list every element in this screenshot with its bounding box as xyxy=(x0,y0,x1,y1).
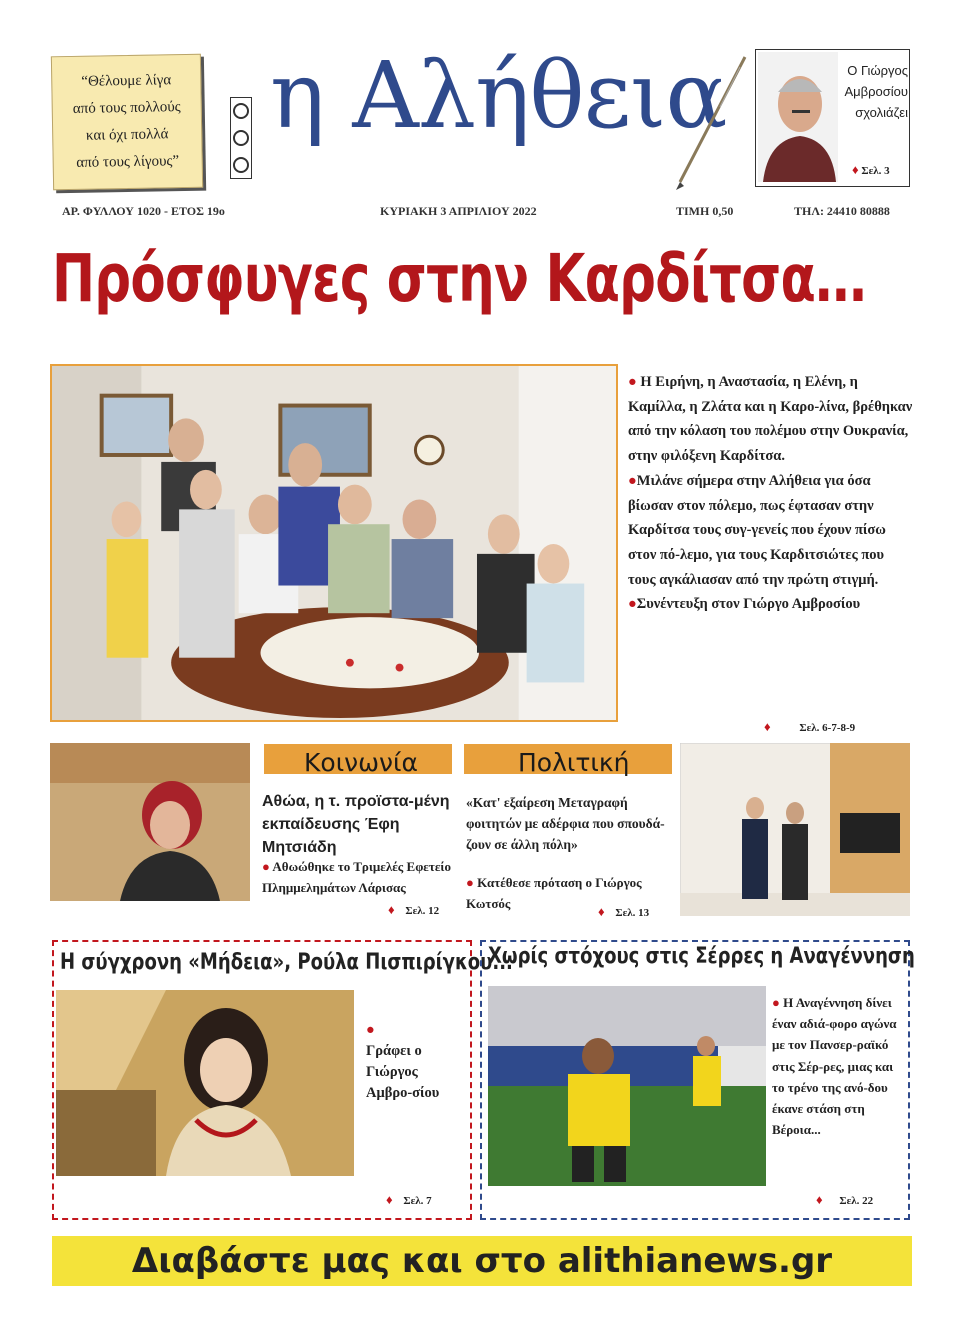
medea-painting[interactable] xyxy=(56,990,354,1176)
quill-icon xyxy=(660,52,750,192)
politics-summary: Κατέθεσε πρόταση ο Γιώργος Κωτσός xyxy=(466,875,642,911)
bullet-icon: ● xyxy=(262,859,273,874)
page-ref-label: Σελ. 12 xyxy=(405,905,440,917)
page-ref-label: Σελ. 3 xyxy=(861,165,890,177)
sport-headline[interactable]: Χωρίς στόχους στις Σέρρες η Αναγέννηση xyxy=(488,944,915,969)
motto-line: από τους πολλούς xyxy=(72,99,181,117)
website-banner-text[interactable]: Διαβάστε μας και στο alithianews.gr xyxy=(131,1241,833,1281)
bullet-icon: ● xyxy=(366,1022,375,1038)
politics-headline[interactable]: «Κατ' εξαίρεση Μεταγραφή φοιτητών με αδέρφια που σπουδά-ζουν σε άλλη πόλη» xyxy=(466,795,665,852)
main-story-para: Μιλάνε σήμερα στην Αλήθεια για όσα βίωσαν στον πόλεμο, πως έφτασαν στην Καρδίτσα τους συγ-γενείς που έχουν πίσω στον πό-λεμο, για τους Καρδιτσιώτες που τους αγκάλιασαν από την πρώτη στιγμή. xyxy=(628,472,886,588)
certification-logos xyxy=(230,97,252,179)
motto-box xyxy=(51,54,203,191)
page-ref[interactable] xyxy=(386,1192,432,1208)
page-ref-label: Σελ. 13 xyxy=(615,907,650,919)
sport-text xyxy=(772,992,902,1140)
seal-icon xyxy=(233,130,249,146)
diamond-icon: ♦ xyxy=(386,1192,393,1207)
author-name-line: Ο Γιώργος xyxy=(847,63,908,78)
section-label-society[interactable]: Κοινωνία xyxy=(304,748,418,777)
diamond-icon: ♦ xyxy=(816,1192,823,1207)
motto-line: από τους λίγους” xyxy=(76,153,180,171)
bullet-icon: ● xyxy=(628,472,637,489)
website-banner[interactable] xyxy=(52,1236,912,1286)
politics-photo[interactable] xyxy=(680,743,910,916)
masthead-title[interactable]: η Αλήθεια xyxy=(270,42,727,149)
issue-price: ΤΙΜΗ 0,50 xyxy=(676,204,734,218)
bullet-icon: ● xyxy=(628,596,637,613)
diamond-icon: ♦ xyxy=(598,904,605,919)
author-name-line: Αμβροσίου xyxy=(844,84,908,99)
motto-line: “Θέλουμε λίγα xyxy=(81,72,172,90)
page-ref[interactable] xyxy=(852,162,890,178)
society-photo[interactable] xyxy=(50,743,250,901)
society-headline[interactable]: Αθώα, η τ. προϊστα-μένη εκπαίδευσης Έφη Μητσιάδη xyxy=(262,793,450,856)
phone-number: ΤΗΛ: 24410 80888 xyxy=(794,204,890,218)
society-summary: Αθωώθηκε το Τριμελές Εφετείο Πλημμελημάτων Λάρισας xyxy=(262,859,451,895)
bullet-icon: ● xyxy=(772,995,784,1010)
seal-icon xyxy=(233,103,249,119)
author-name-line: σχολιάζει xyxy=(855,105,908,120)
main-story-para: Συνέντευξη στον Γιώργο Αμβροσίου xyxy=(636,596,861,613)
author-photo xyxy=(758,52,838,182)
diamond-icon: ♦ xyxy=(852,162,859,177)
issue-number: ΑΡ. ΦΥΛΛΟΥ 1020 - ΕΤΟΣ 19ο xyxy=(62,204,225,218)
motto-line: και όχι πολλά xyxy=(85,126,169,144)
medea-byline: Γράφει ο Γιώργος Αμβρο-σίου xyxy=(366,1043,440,1101)
page-ref-label: Σελ. 7 xyxy=(403,1195,432,1207)
issue-date: ΚΥΡΙΑΚΗ 3 ΑΠΡΙΛΙΟΥ 2022 xyxy=(380,204,537,218)
main-headline[interactable]: Πρόσφυγες στην Καρδίτσα… xyxy=(52,240,866,317)
diamond-icon: ♦ xyxy=(388,902,395,917)
sport-summary: Η Αναγέννηση δίνει έναν αδιά-φορο αγώνα με τον Πανσερ-ραϊκό στις Σέρ-ρες, μιας και το τρένο της ανό-δου έκανε στάση στη Βέροια... xyxy=(772,995,897,1138)
seal-icon xyxy=(233,157,249,173)
author-column-box[interactable] xyxy=(755,49,910,187)
football-photo[interactable] xyxy=(488,986,766,1186)
medea-headline[interactable]: Η σύγχρονη «Μήδεια», Ρούλα Πισπιρίγκου... xyxy=(60,950,513,975)
page-ref[interactable] xyxy=(388,902,439,918)
page-ref[interactable] xyxy=(764,719,855,735)
page-ref[interactable] xyxy=(816,1192,873,1208)
bullet-icon: ● xyxy=(628,374,641,390)
page-ref-label: Σελ. 22 xyxy=(839,1195,874,1207)
main-story-text xyxy=(628,370,913,617)
section-label-politics[interactable]: Πολιτική xyxy=(518,748,630,777)
refugees-photo[interactable] xyxy=(50,364,618,722)
medea-text xyxy=(366,1020,456,1104)
bullet-icon: ● xyxy=(466,875,478,890)
diamond-icon: ♦ xyxy=(764,719,771,734)
page-ref-label: Σελ. 6-7-8-9 xyxy=(799,722,856,734)
main-story-para: Η Ειρήνη, η Αναστασία, η Ελένη, η Καμίλλα, η Ζλάτα και η Καρο-λίνα, βρέθηκαν από την κόλαση του πολέμου στην Ουκρανία, στην φιλόξενη Καρδίτσα. xyxy=(628,374,913,465)
society-text xyxy=(262,856,457,898)
page-ref[interactable] xyxy=(598,904,649,920)
